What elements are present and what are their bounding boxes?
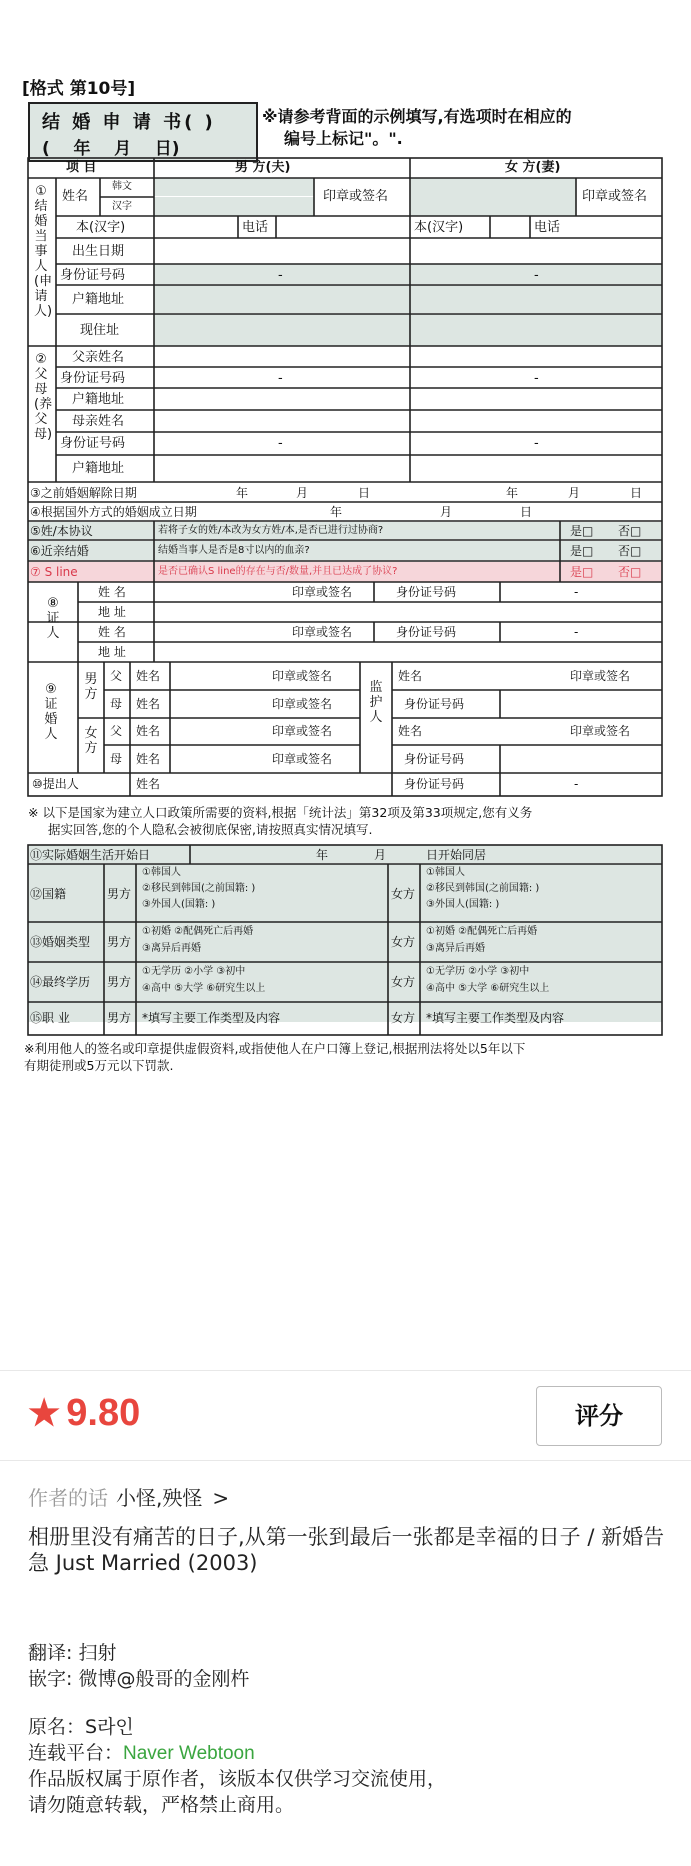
row6-no[interactable]: 否□: [618, 544, 642, 558]
col-item-header: 项 目: [66, 160, 97, 175]
edu2-m[interactable]: ④高中 ⑤大学 ⑥研究生以上: [142, 983, 266, 994]
nat2-f[interactable]: ②移民到韩国(之前国籍: ): [426, 883, 540, 894]
row-4-label: ④根据国外方式的婚姻成立日期: [30, 505, 197, 519]
row-14-label: ⑭最终学历: [30, 975, 91, 989]
row12-male: 男方: [107, 887, 132, 901]
father-id-dash-f: -: [534, 371, 539, 386]
section-8-label: ⑧证人: [46, 596, 60, 641]
witness2-id: 身份证号码: [396, 625, 457, 639]
row12-female: 女方: [391, 887, 416, 901]
row15-male: 男方: [107, 1011, 132, 1025]
mother-id-label: 身份证号码: [60, 436, 126, 451]
sec9-female-side: 女方: [84, 726, 98, 756]
witness2-id-dash: -: [574, 625, 579, 639]
domicile-label: 户籍地址: [72, 292, 125, 307]
translator-credit: 翻译: 扫射: [28, 1642, 117, 1664]
nat1-f[interactable]: ①韩国人: [426, 867, 465, 878]
guardian2-name: 姓名: [398, 724, 423, 738]
sec9-seal-2: 印章或签名: [272, 697, 333, 711]
witness1-seal: 印章或签名: [292, 585, 353, 599]
nat3-f[interactable]: ③外国人(国籍: ): [426, 899, 500, 910]
job-f: *填写主要工作类型及内容: [426, 1011, 565, 1025]
mar2-f[interactable]: ③离异后再婚: [426, 943, 485, 954]
row-6-label: ⑥近亲结婚: [30, 544, 89, 558]
rate-button[interactable]: 评分: [536, 1386, 662, 1446]
row3-month-f: 月: [568, 486, 581, 500]
row14-female: 女方: [391, 975, 416, 989]
row-7-label: ⑦ S line: [30, 565, 78, 579]
original-name: 原名：S라인: [28, 1716, 134, 1738]
witness1-name-label: 姓 名: [98, 585, 126, 599]
mar1-f[interactable]: ①初婚 ②配偶死亡后再婚: [426, 926, 538, 937]
edu2-f[interactable]: ④高中 ⑤大学 ⑥研究生以上: [426, 983, 550, 994]
ben-label: 本(汉字): [76, 220, 126, 235]
platform: 连载平台：Naver Webtoon: [28, 1742, 255, 1764]
statistics-notice: ※ 以下是国家为建立人口政策所需要的资料,根据「统计法」第32项及第33项规定,您有义务 据实回答,您的个人隐私会被彻底保密,请按照真实情况填写.: [28, 805, 533, 837]
row4-year: 年: [330, 505, 343, 519]
mar2-m[interactable]: ③离异后再婚: [142, 943, 201, 954]
witness1-id-dash: -: [574, 585, 579, 599]
guardian1-name: 姓名: [398, 669, 423, 683]
row13-male: 男方: [107, 935, 132, 949]
male-id-dash: -: [278, 268, 283, 283]
section-9-label: ⑨证婚人: [44, 682, 58, 742]
section-divider-2: [0, 1460, 691, 1461]
row3-day-f: 日: [630, 486, 643, 500]
submitter-id-dash: -: [574, 777, 579, 791]
row-5-label: ⑤姓/本协议: [30, 524, 93, 538]
author-name: 小怪,殃怪: [116, 1486, 203, 1510]
row-13-label: ⑬婚姻类型: [30, 935, 91, 949]
mother-domicile-label: 户籍地址: [72, 461, 125, 476]
sec9-m-father: 父: [110, 669, 123, 683]
row3-year-f: 年: [506, 486, 519, 500]
female-phone-label: 电话: [534, 220, 561, 235]
copyright-line-1: 作品版权属于原作者，该版本仅供学习交流使用，: [28, 1768, 447, 1790]
korean-label: 韩文: [112, 181, 132, 192]
female-ben-label: 本(汉字): [414, 220, 464, 235]
hanzi-label: 汉字: [112, 201, 132, 212]
sec9-name-3: 姓名: [136, 724, 161, 738]
witness2-name-label: 姓 名: [98, 625, 126, 639]
row-5-question: 若将子女的姓/本改为女方姓/本,是否已进行过协商?: [158, 525, 384, 536]
id-label: 身份证号码: [60, 268, 126, 283]
typesetter-credit: 嵌字: 微博@般哥的金刚杵: [28, 1668, 250, 1690]
mother-name-label: 母亲姓名: [72, 414, 125, 429]
section-divider: [0, 1370, 691, 1371]
sec9-f-mother: 母: [110, 752, 123, 766]
edu1-m[interactable]: ①无学历 ②小学 ③初中: [142, 966, 246, 977]
birth-label: 出生日期: [72, 244, 125, 259]
female-seal-label: 印章或签名: [582, 189, 648, 204]
row-15-label: ⑮职 业: [30, 1011, 70, 1025]
sec9-male-side: 男方: [84, 672, 98, 702]
sec9-name-2: 姓名: [136, 697, 161, 711]
rating-score: [28, 1392, 140, 1435]
witness1-id: 身份证号码: [396, 585, 457, 599]
author-words-label: 作者的话: [28, 1486, 108, 1510]
mar1-m[interactable]: ①初婚 ②配偶死亡后再婚: [142, 926, 254, 937]
sec9-seal-4: 印章或签名: [272, 752, 333, 766]
father-id-dash-m: -: [278, 371, 283, 386]
guardian-label: 监护人: [369, 680, 383, 725]
witness2-seal: 印章或签名: [292, 625, 353, 639]
col-female-header: 女 方(妻): [505, 160, 561, 175]
witness2-address-label: 地 址: [98, 645, 126, 659]
sec9-name-4: 姓名: [136, 752, 161, 766]
section-2-label: ②父母(养父母): [34, 352, 53, 442]
copyright-line-2: 请勿随意转载，严格禁止商用。: [28, 1794, 295, 1816]
guardian1-id: 身份证号码: [404, 697, 465, 711]
row-7-question: 是否已确认S line的存在与否/数量,并且已达成了协议?: [158, 566, 398, 577]
instruction-note: ※请参考背面的示例填写,有选项时在相应的 编号上标记"。".: [262, 107, 572, 148]
row11-year: 年: [316, 848, 329, 862]
nat1-m[interactable]: ①韩国人: [142, 867, 181, 878]
legal-warning: ※利用他人的签名或印章提供虚假资料,或指使他人在户口簿上登记,根据刑法将处以5年以下 有期徒刑或5万元以下罚款.: [24, 1041, 526, 1073]
row5-yes[interactable]: 是□: [570, 524, 594, 538]
row6-yes[interactable]: 是□: [570, 544, 594, 558]
chevron-right-icon: >: [212, 1486, 230, 1510]
row7-no[interactable]: 否□: [618, 565, 642, 579]
row3-year-m: 年: [236, 486, 249, 500]
author-quote: 相册里没有痛苦的日子,从第一张到最后一张都是幸福的日子 / 新婚告急 Just Married (2003): [28, 1525, 665, 1575]
job-m: *填写主要工作类型及内容: [142, 1011, 281, 1025]
section-1-label: ①结婚当事人(申请人): [34, 184, 53, 319]
row-3-label: ③之前婚姻解除日期: [30, 486, 137, 500]
row11-month: 月: [374, 848, 387, 862]
row11-tail: 日开始同居: [426, 848, 487, 862]
guardian1-seal: 印章或签名: [570, 669, 631, 683]
form-title: 结 婚 申 请 书( ): [42, 112, 216, 133]
row-11-label: ⑪实际婚姻生活开始日: [30, 848, 151, 862]
section-10-label: ⑩提出人: [32, 777, 79, 791]
father-name-label: 父亲姓名: [72, 350, 125, 365]
col-male-header: 男 方(夫): [235, 160, 291, 175]
row3-day-m: 日: [358, 486, 371, 500]
sec9-m-mother: 母: [110, 697, 123, 711]
nat2-m[interactable]: ②移民到韩国(之前国籍: ): [142, 883, 256, 894]
row3-month-m: 月: [296, 486, 309, 500]
guardian2-id: 身份证号码: [404, 752, 465, 766]
sec9-seal-1: 印章或签名: [272, 669, 333, 683]
row13-female: 女方: [391, 935, 416, 949]
male-phone-label: 电话: [242, 220, 269, 235]
row15-female: 女方: [391, 1011, 416, 1025]
witness1-address-label: 地 址: [98, 605, 126, 619]
star-icon: ★: [28, 1392, 61, 1433]
female-id-dash: -: [534, 268, 539, 283]
mother-id-dash-f: -: [534, 436, 539, 451]
guardian2-seal: 印章或签名: [570, 724, 631, 738]
row5-no[interactable]: 否□: [618, 524, 642, 538]
row-6-question: 结婚当事人是否是8寸以内的血亲?: [158, 545, 310, 556]
row4-month: 月: [440, 505, 453, 519]
author-words-link[interactable]: [28, 1482, 229, 1511]
submitter-name: 姓名: [136, 777, 161, 791]
format-label: [格式 第10号]: [22, 79, 136, 99]
name-label: 姓名: [62, 189, 89, 204]
father-id-label: 身份证号码: [60, 371, 126, 386]
address-label: 现住址: [80, 323, 120, 338]
sec9-name-1: 姓名: [136, 669, 161, 683]
father-domicile-label: 户籍地址: [72, 392, 125, 407]
mother-id-dash-m: -: [278, 436, 283, 451]
row7-yes[interactable]: 是□: [570, 565, 594, 579]
row14-male: 男方: [107, 975, 132, 989]
nat3-m[interactable]: ③外国人(国籍: ): [142, 899, 216, 910]
form-date: ( 年 月 日): [42, 139, 180, 159]
platform-link[interactable]: Naver Webtoon: [123, 1743, 255, 1764]
row-12-label: ⑫国籍: [30, 887, 67, 901]
submitter-id: 身份证号码: [404, 777, 465, 791]
male-seal-label: 印章或签名: [323, 189, 389, 204]
sec9-f-father: 父: [110, 724, 123, 738]
row4-day: 日: [520, 505, 533, 519]
edu1-f[interactable]: ①无学历 ②小学 ③初中: [426, 966, 530, 977]
sec9-seal-3: 印章或签名: [272, 724, 333, 738]
rating-value: 9.80: [66, 1392, 141, 1434]
